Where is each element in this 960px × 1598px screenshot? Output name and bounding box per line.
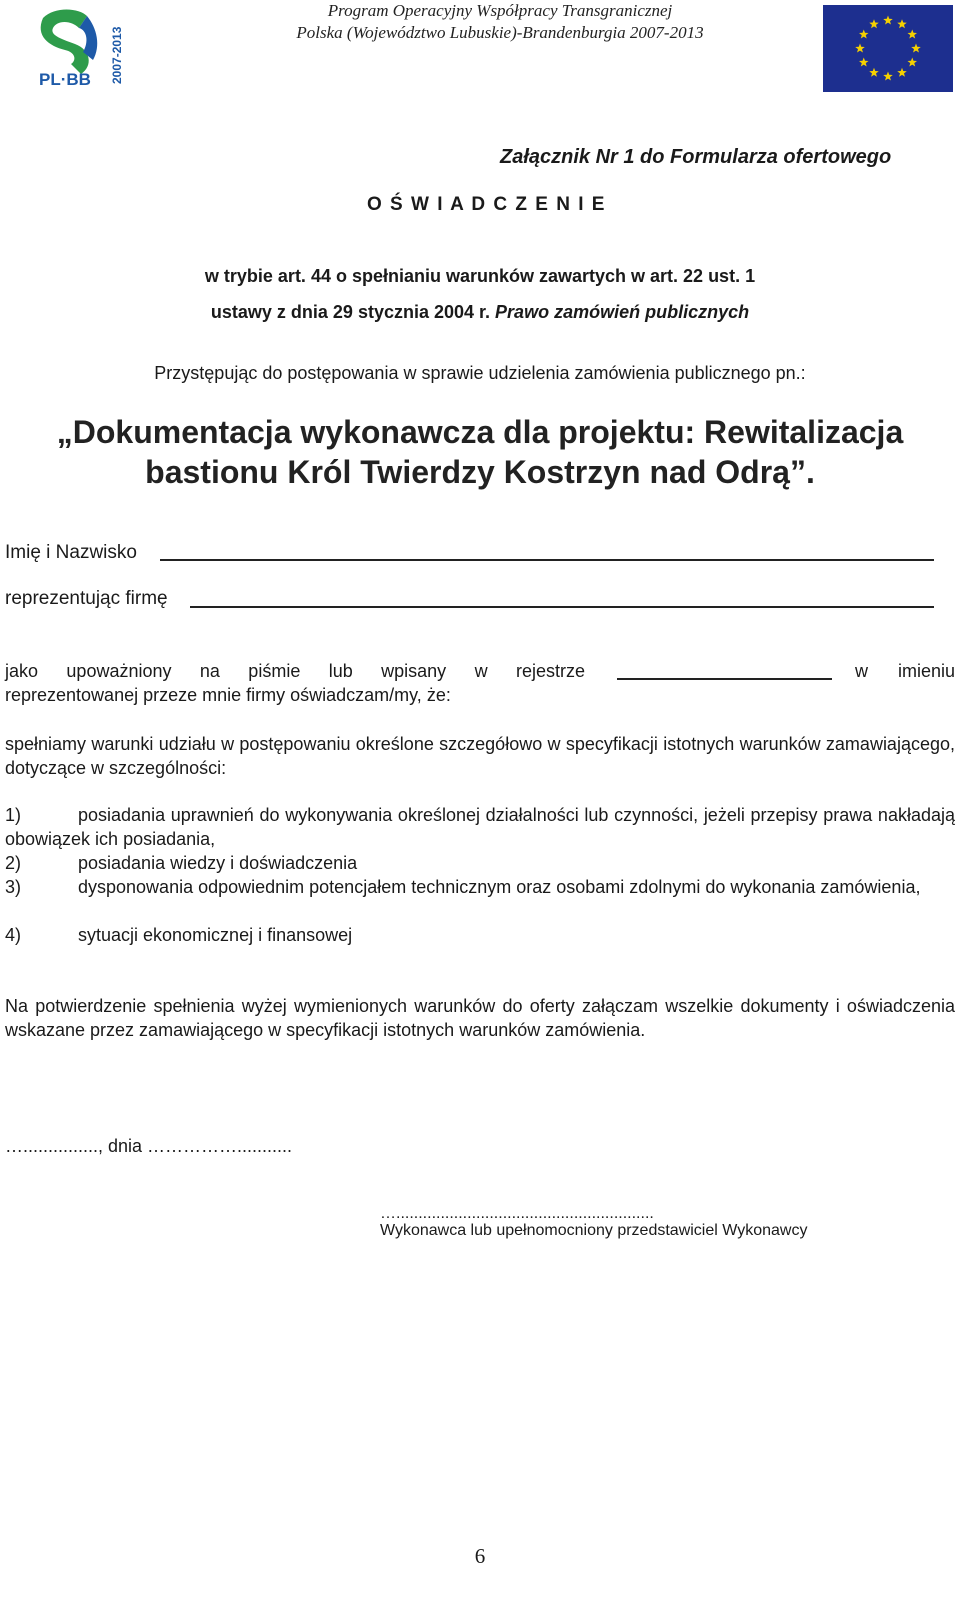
law-name: Prawo zamówień publicznych: [495, 302, 750, 322]
name-label: Imię i Nazwisko: [5, 542, 137, 563]
program-line-2: Polska (Województwo Lubuskie)-Brandenburgia 2007-2013: [296, 23, 704, 42]
plbb-logo: [35, 6, 127, 88]
logo-text: PL·BB: [39, 70, 91, 88]
authorization-line-2: reprezentowanej przeze mnie firmy oświadczam/my, że:: [5, 685, 451, 705]
list-item: 1) posiadania uprawnień do wykonywania określonej działalności lub czynności, jeżeli przepisy prawa nakładają obowiązek ich posiadania,: [5, 805, 955, 849]
legal-basis-line-1: w trybie art. 44 o spełnianiu warunków zawartych w art. 22 ust. 1: [204, 266, 756, 286]
list-item: 4) sytuacji ekonomicznej i finansowej: [5, 925, 353, 945]
page-number: 6: [474, 1544, 486, 1568]
signature-label: Wykonawca lub upełnomocniony przedstawiciel Wykonawcy: [380, 1222, 808, 1239]
place-date-field[interactable]: …..............., dnia ……………...........: [5, 1136, 293, 1156]
logo-years: 2007-2013: [110, 26, 124, 84]
document-title: O Ś W I A D C Z E N I E: [367, 194, 606, 215]
confirmation-statement: Na potwierdzenie spełnienia wyżej wymienionych warunków do oferty załączam wszelkie dokumenty i oświadczenia wskazane przez zamawiającego w specyfikacji istotnych warunków zamówienia.: [5, 996, 955, 1040]
authorization-text-end: w imieniu: [855, 661, 955, 681]
project-title-line-2: bastionu Król Twierdzy Kostrzyn nad Odrą”.: [145, 454, 815, 490]
project-title-line-1: „Dokumentacja wykonawcza dla projektu: Rewitalizacja: [56, 414, 904, 450]
registry-field-line[interactable]: [617, 678, 832, 680]
project-title: [0, 412, 960, 492]
signature-field[interactable]: …..........................................................: [380, 1205, 654, 1222]
firm-field-line[interactable]: [190, 606, 934, 608]
list-item: 2) posiadania wiedzy i doświadczenia: [5, 853, 358, 873]
authorization-text-1: jako upoważniony na piśmie lub wpisany w rejestrze: [5, 661, 585, 681]
intro-text: Przystępując do postępowania w sprawie udzielenia zamówienia publicznego pn.:: [154, 363, 806, 383]
list-item: 3) dysponowania odpowiednim potencjałem technicznym oraz osobami zdolnymi do wykonania zamówienia,: [5, 877, 921, 897]
program-title: [200, 0, 800, 44]
legal-basis-line-2: ustawy z dnia 29 stycznia 2004 r. Prawo zamówień publicznych: [210, 302, 750, 322]
firm-label: reprezentując firmę: [5, 588, 168, 609]
annex-title: Załącznik Nr 1 do Formularza ofertowego: [500, 146, 892, 168]
name-field-line[interactable]: [160, 559, 934, 561]
conditions-statement: spełniamy warunki udziału w postępowaniu określone szczegółowo w specyfikacji istotnych warunków zamawiającego, dotyczące w szczególności:: [5, 734, 955, 778]
program-line-1: Program Operacyjny Współpracy Transgranicznej: [327, 1, 673, 20]
eu-flag-icon: [823, 5, 953, 92]
